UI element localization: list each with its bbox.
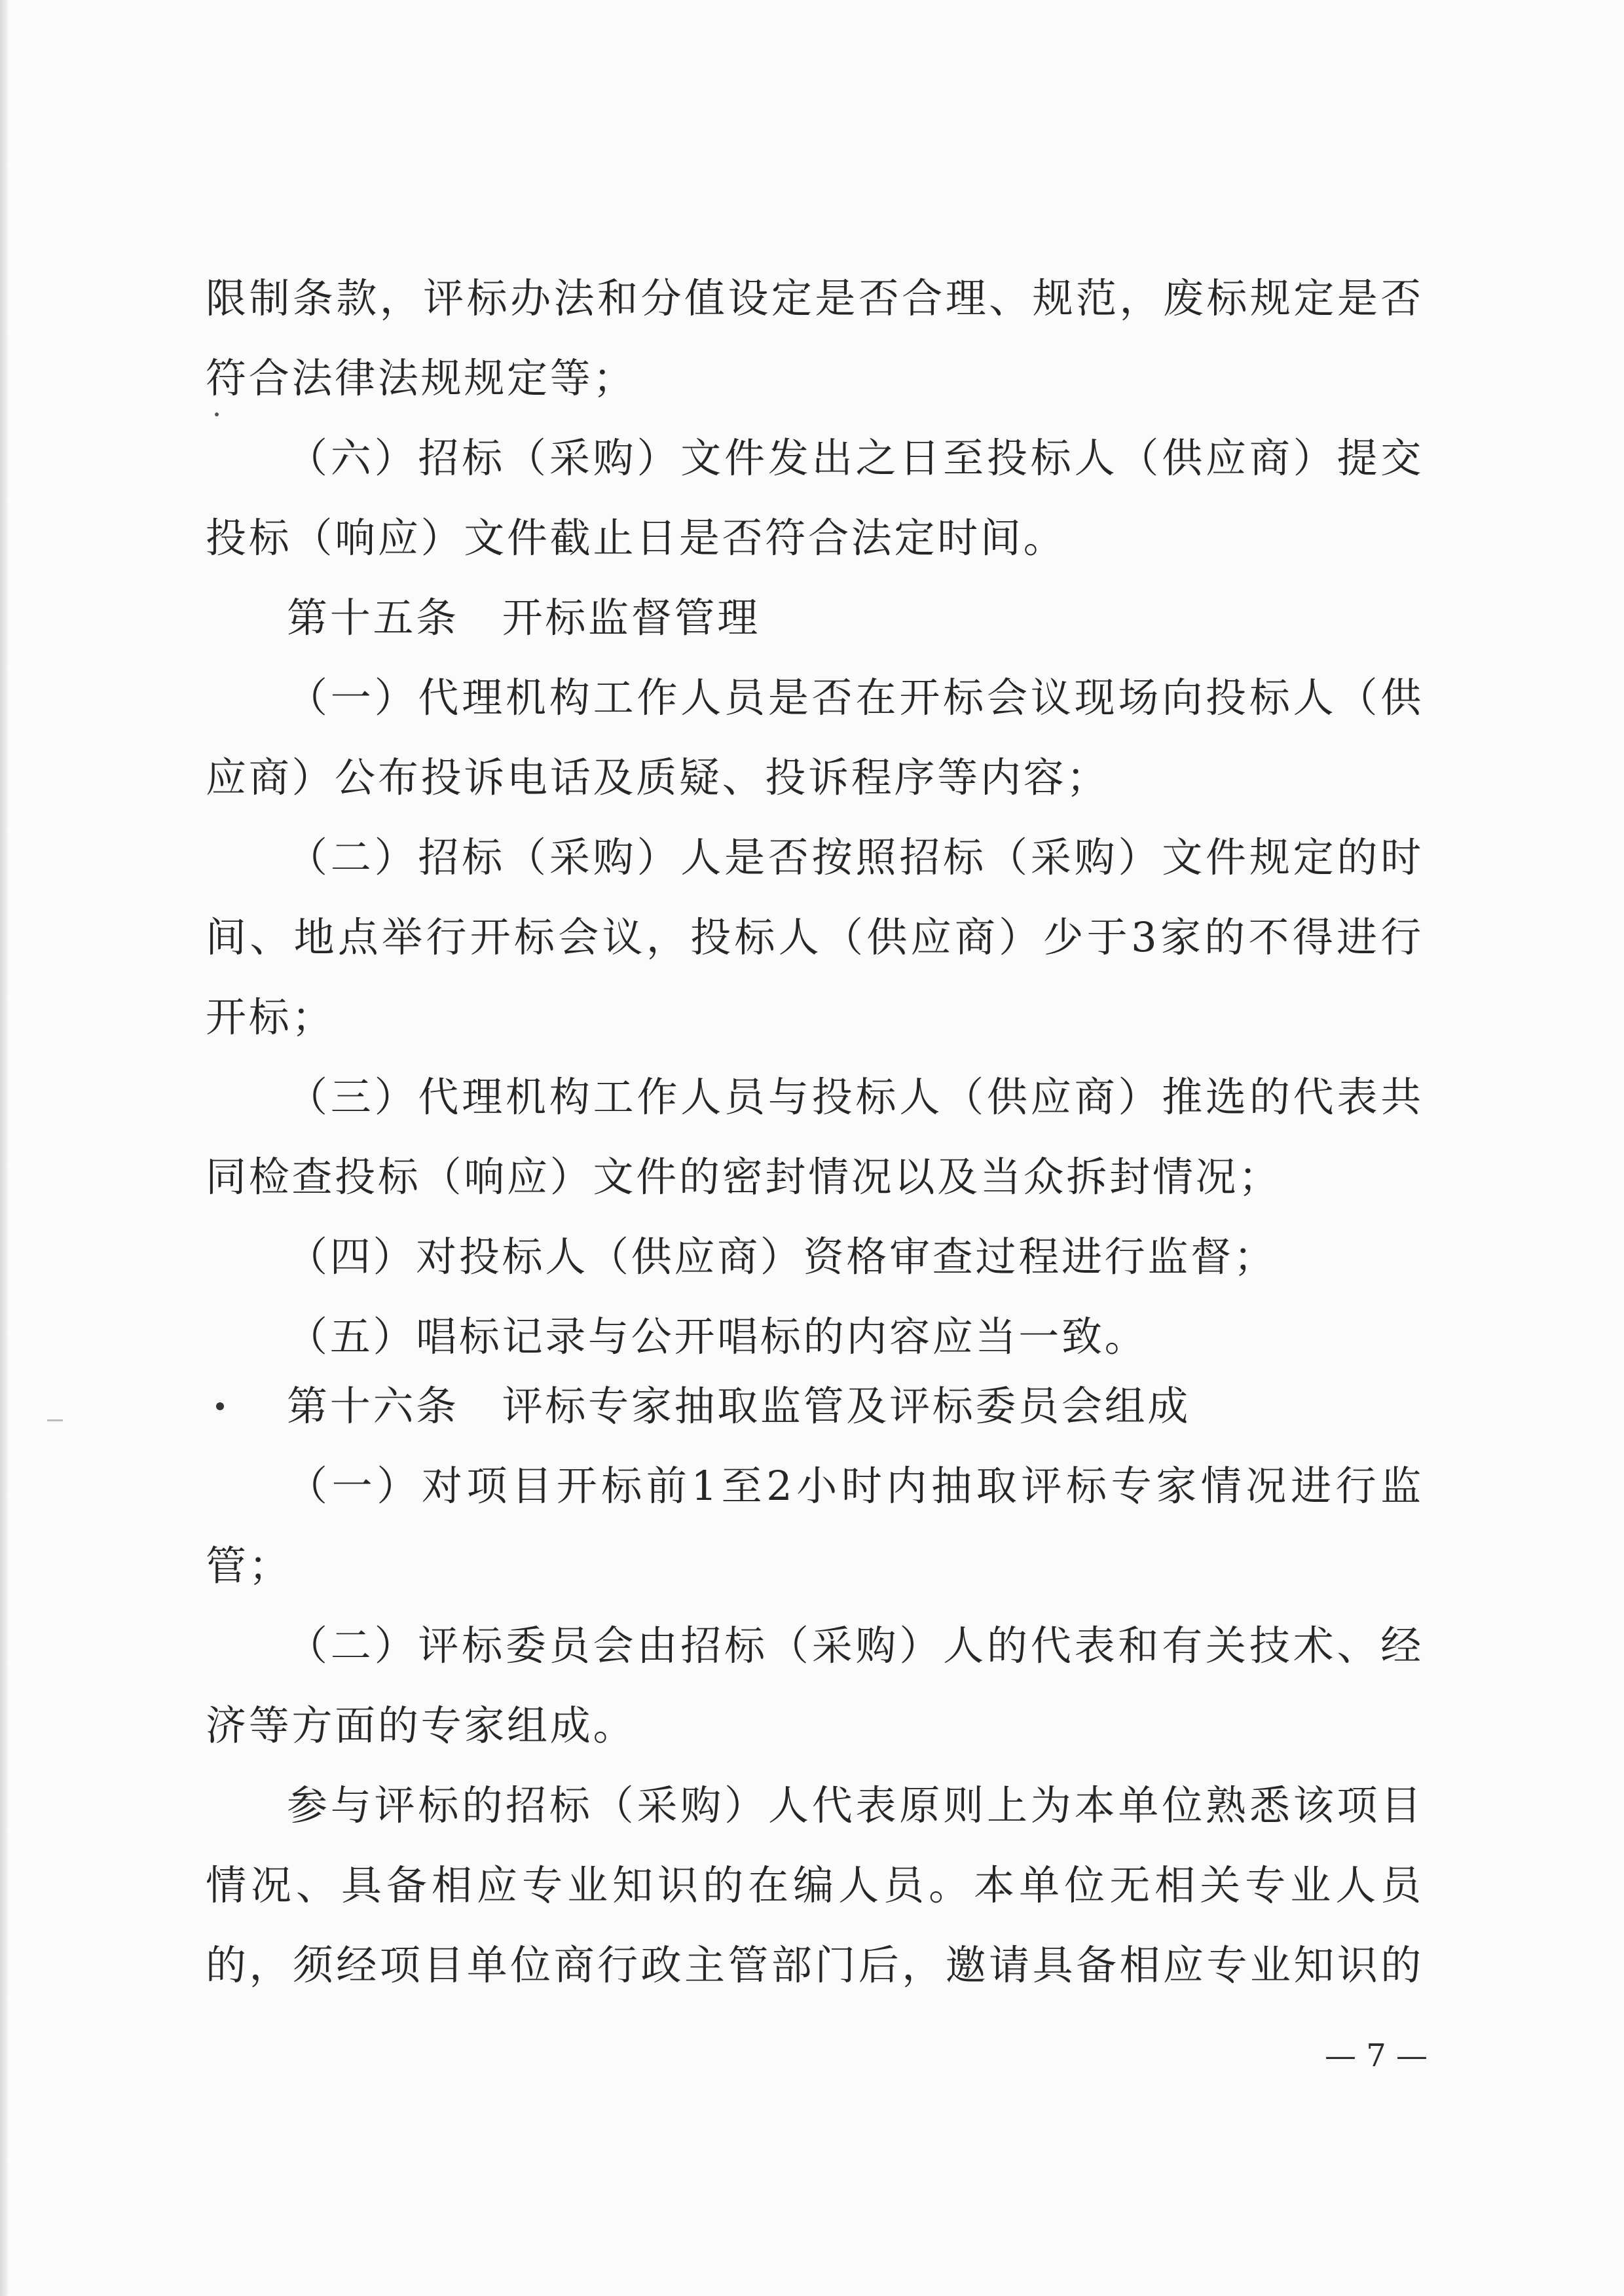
body-line: 限制条款，评标办法和分值设定是否合理、规范，废标规定是否 — [206, 274, 1424, 322]
body-line: （四）对投标人（供应商）资格审查过程进行监督； — [287, 1233, 1277, 1281]
body-line: 开标； — [206, 993, 335, 1041]
body-line: （二）招标（采购）人是否按照招标（采购）文件规定的时 — [287, 833, 1424, 881]
body-line: （二）评标委员会由招标（采购）人的代表和有关技术、经 — [287, 1622, 1424, 1669]
body-line: （三）代理机构工作人员与投标人（供应商）推选的代表共 — [287, 1073, 1424, 1121]
body-line: 应商）公布投诉电话及质疑、投诉程序等内容； — [206, 754, 1110, 801]
margin-tick-mark — [47, 1419, 63, 1421]
page-number: — 7 — — [1324, 2037, 1428, 2074]
article-heading: 第十五条 开标监督管理 — [287, 594, 760, 642]
bullet-dot — [216, 1402, 224, 1410]
scan-left-edge — [0, 0, 8, 2296]
body-line: （一）对项目开标前1至2小时内抽取评标专家情况进行监 — [287, 1462, 1424, 1510]
body-line: 同检查投标（响应）文件的密封情况以及当众拆封情况； — [206, 1153, 1282, 1201]
article-heading: 第十六条 评标专家抽取监管及评标委员会组成 — [287, 1382, 1191, 1430]
body-line: （五）唱标记录与公开唱标的内容应当一致。 — [287, 1313, 1148, 1360]
body-line: 投标（响应）文件截止日是否符合法定时间。 — [206, 514, 1067, 562]
body-line: 的，须经项目单位商行政主管部门后，邀请具备相应专业知识的 — [206, 1941, 1424, 1989]
body-line: 参与评标的招标（采购）人代表原则上为本单位熟悉该项目 — [287, 1781, 1424, 1829]
body-line: 管； — [206, 1542, 292, 1590]
body-line: （一）代理机构工作人员是否在开标会议现场向投标人（供 — [287, 674, 1424, 721]
body-line: （六）招标（采购）文件发出之日至投标人（供应商）提交 — [287, 434, 1424, 482]
body-line: 济等方面的专家组成。 — [206, 1702, 637, 1749]
body-line: 符合法律法规规定等； — [206, 354, 637, 402]
body-line: 间、地点举行开标会议，投标人（供应商）少于3家的不得进行 — [206, 913, 1424, 961]
body-line: 情况、具备相应专业知识的在编人员。本单位无相关专业人员 — [206, 1861, 1424, 1909]
